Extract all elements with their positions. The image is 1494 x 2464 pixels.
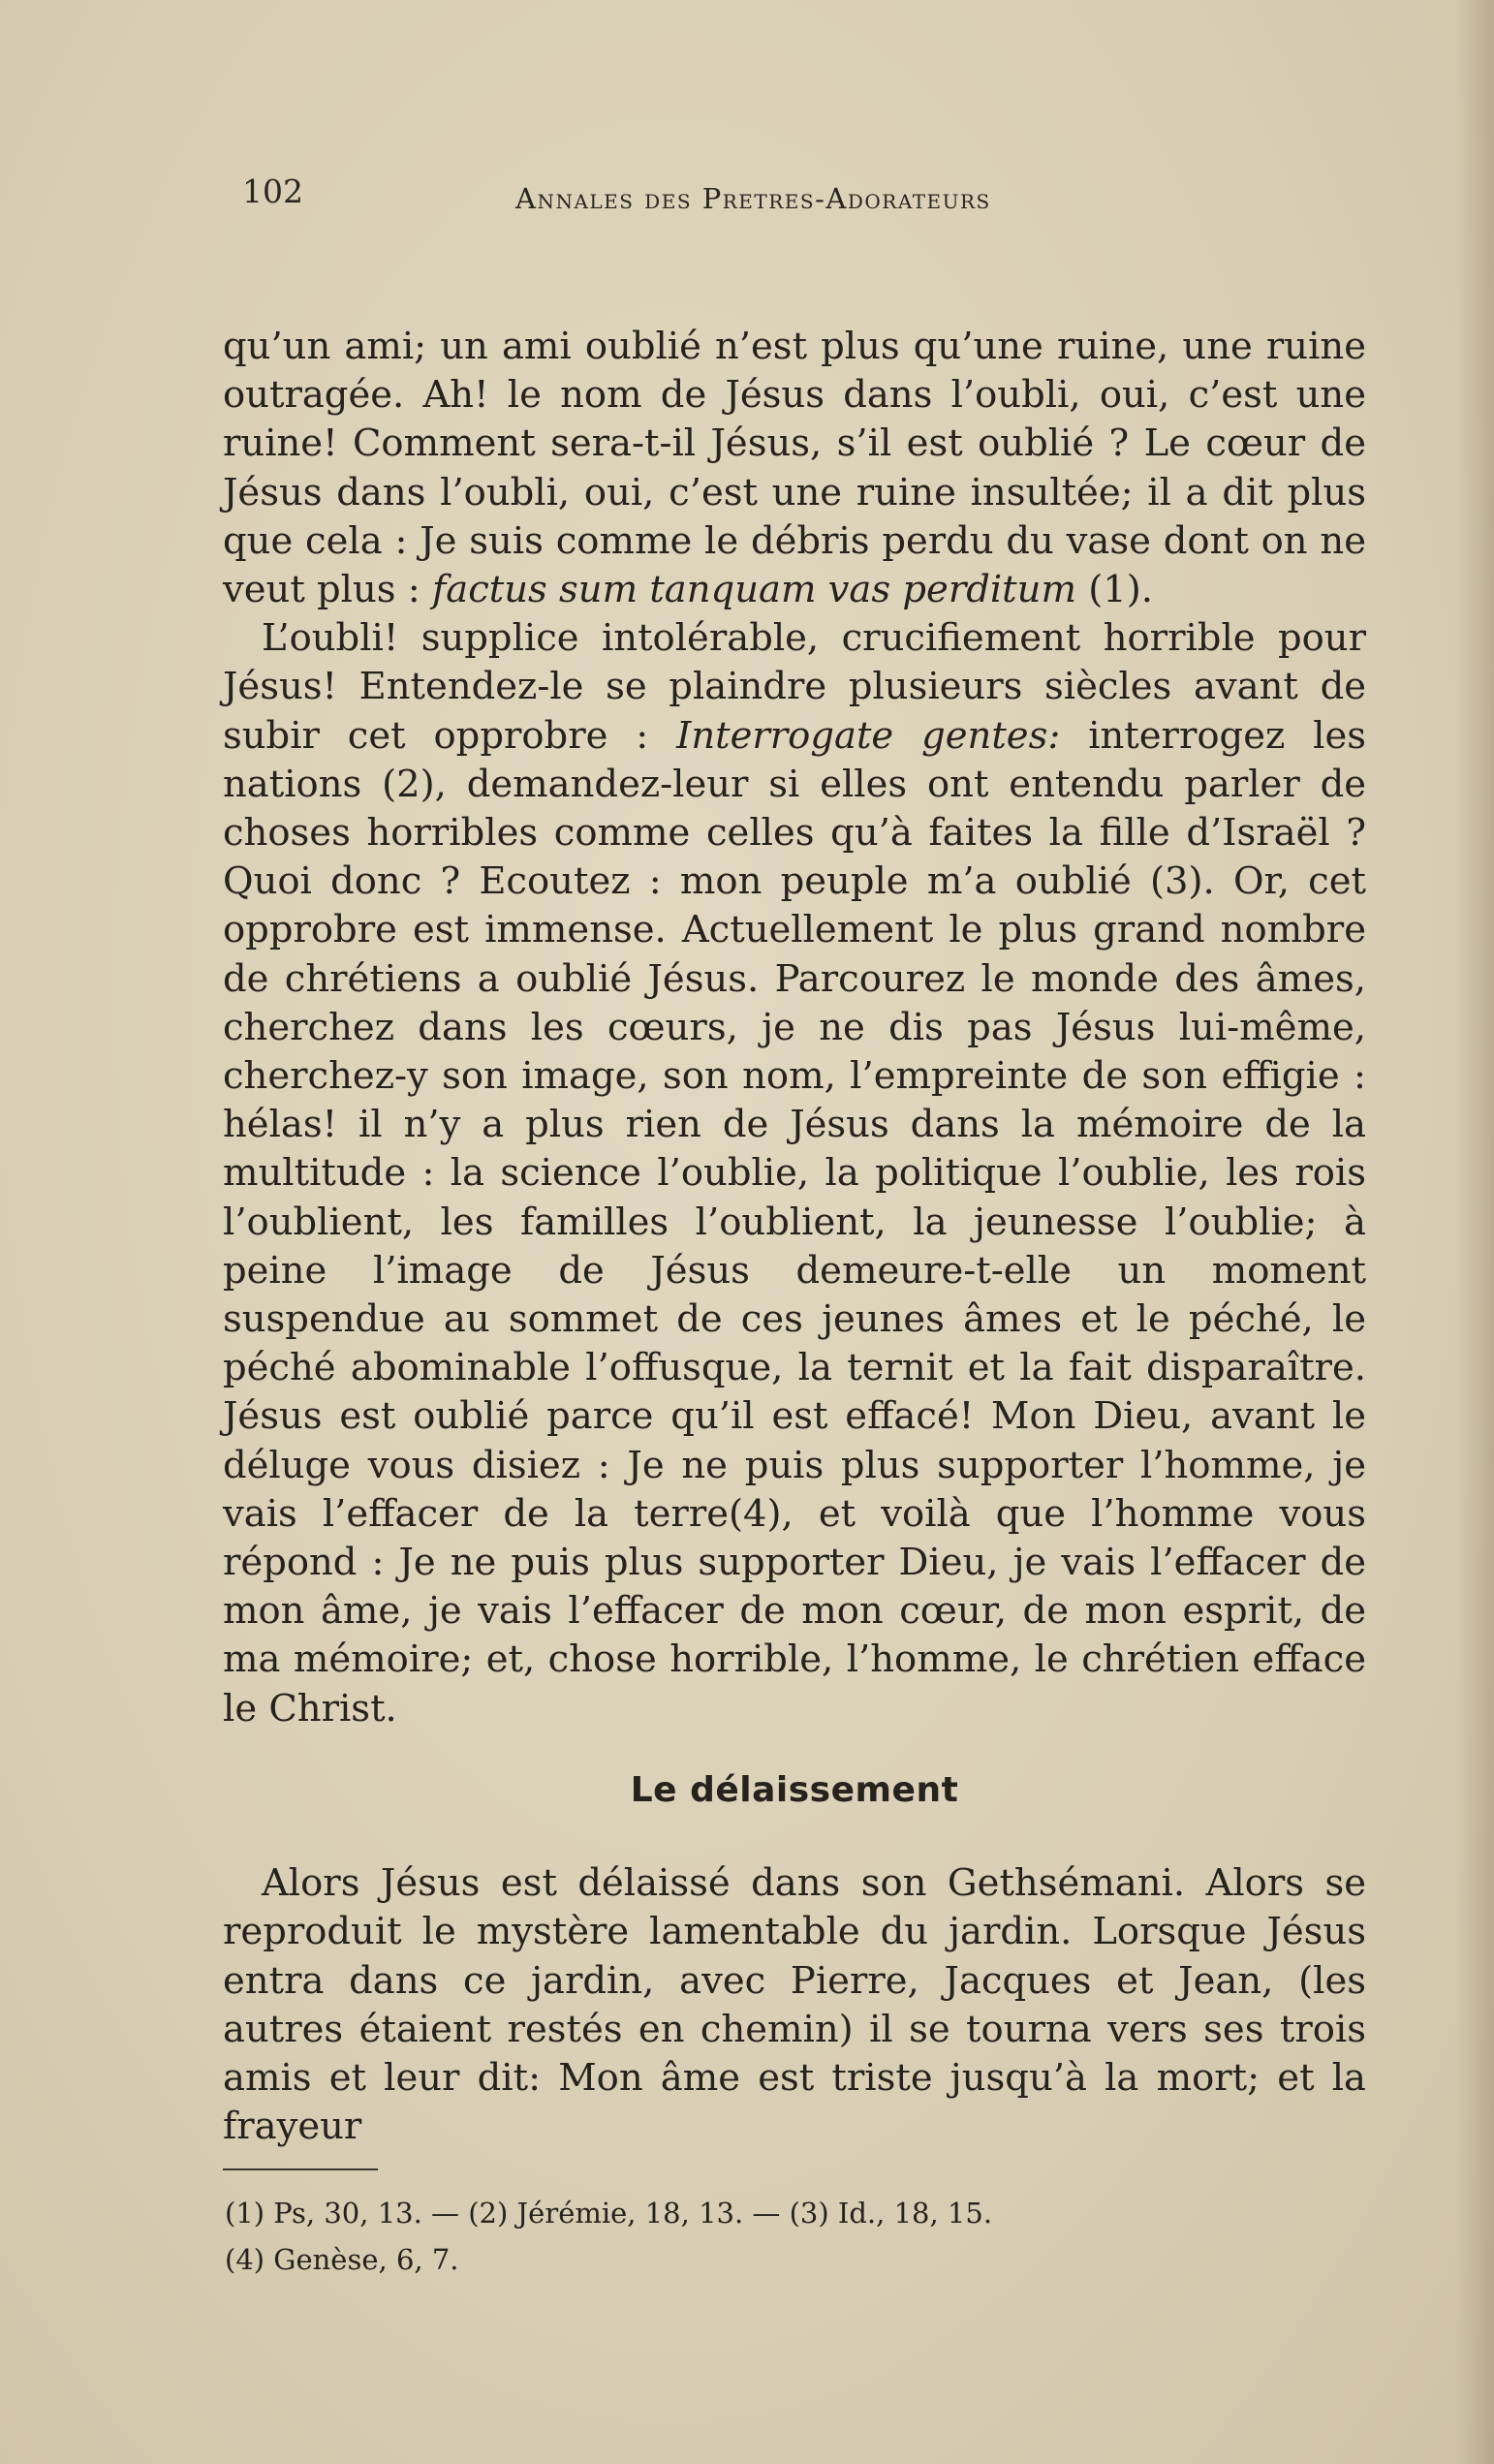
- running-title: Annales des Pretres-Adorateurs: [515, 182, 991, 215]
- paragraph: [223, 614, 1366, 1733]
- body-text: [223, 323, 1366, 2283]
- paragraph-continued: [223, 323, 1366, 614]
- footnote-line: (1) Ps, 30, 13. — (2) Jérémie, 18, 13. — (3) Id., 18, 15.: [225, 2197, 993, 2230]
- footnote-rule: [223, 2168, 378, 2170]
- paragraph-text: L’oubli! supplice intolérable, crucifiement horrible pour Jésus! Entendez-le se plaindre plusieurs siècles avant de subir cet opprobre :: [223, 616, 1366, 758]
- footnotes: [223, 2190, 1366, 2283]
- paragraph-text: qu’un ami; un ami oublié n’est plus qu’une ruine, une ruine outragée. Ah! le nom de Jésus dans l’oubli, oui, c’est une ruine! Comment sera-t-il Jésus, s’il est oublié ? Le cœur de Jésus dans l’oubli, oui, c’est une ruine insultée; il a dit plus que cela : Je suis comme le débris perdu du vase dont on ne veut plus :: [223, 325, 1366, 612]
- paragraph-text: (1).: [1075, 568, 1153, 612]
- section-heading: Le délaissement: [630, 1769, 959, 1810]
- page-number: 102: [242, 172, 303, 210]
- latin-quotation: factus sum tanquam vas perditum: [432, 568, 1076, 612]
- paragraph-text: interrogez les nations (2), demandez-leur si elles ont entendu parler de choses horribles comme celles qu’à faites la fille d’Israël ? Quoi donc ? Ecoutez : mon peuple m’a oublié (3). Or, cet opprobre est immense. Actuellement le plus grand nombre de chrétiens a oublié Jésus. Parcourez le monde des âmes, cherchez dans les cœurs, je ne dis pas Jésus lui-même, cherchez-y son image, son nom, l’empreinte de son effigie : hélas! il n’y a plus rien de Jésus dans la mémoire de la multitude : la science l’oublie, la politique l’oublie, les rois l’oublient, les familles l’oublient, la jeunesse l’oublie; à peine l’image de Jésus demeure-t-elle un moment suspendue au sommet de ces jeunes âmes et le péché, le péché abominable l’offusque, la ternit et la fait disparaître. Jésus est oublié parce qu’il est effacé! Mon Dieu, avant le déluge vous disiez : Je ne puis plus supporter l’homme, je vais l’effacer de la terre(4), et voilà que l’homme vous répond : Je ne puis plus supporter Dieu, je vais l’effacer de mon âme, je vais l’effacer de mon cœur, de mon esprit, de ma mémoire; et, chose horrible, l’homme, le chrétien efface le Christ.: [223, 713, 1366, 1731]
- latin-quotation: Interrogate gentes:: [676, 713, 1061, 758]
- running-header: [242, 172, 1211, 231]
- paragraph: Alors Jésus est délaissé dans son Gethsémani. Alors se reproduit le mystère lamentable du jardin. Lorsque Jésus entra dans ce jardin, avec Pierre, Jacques et Jean, (les autres étaient restés en chemin) il se tourna vers ses trois amis et leur dit: Mon âme est triste jusqu’à la mort; et la frayeur: [223, 1861, 1366, 2149]
- footnote-line: (4) Genèse, 6, 7.: [225, 2243, 459, 2277]
- page-edge-shadow: [1455, 0, 1494, 2464]
